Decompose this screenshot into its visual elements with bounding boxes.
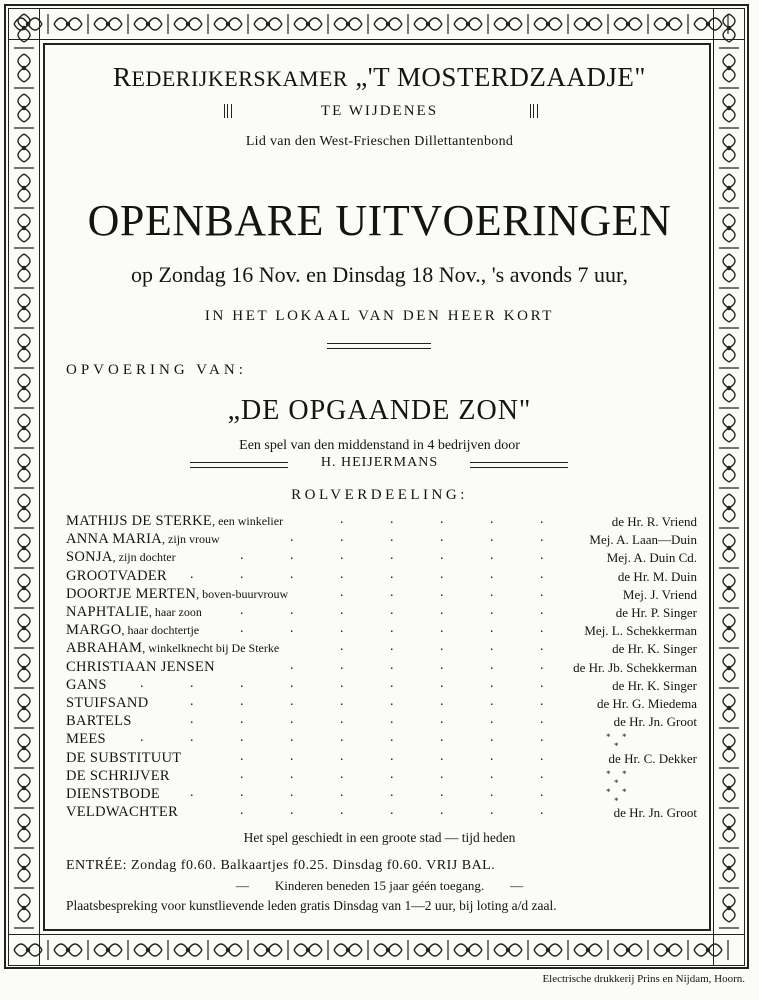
anonymous-stars: * * *	[606, 768, 627, 788]
cast-actor: Mej. L. Schekkerman	[584, 623, 697, 639]
leader-dot: .	[190, 785, 194, 800]
leader-dot: .	[540, 584, 544, 600]
leader-dot: .	[340, 584, 344, 600]
leader-dot: .	[490, 512, 494, 527]
leader-dot: .	[340, 548, 344, 564]
cast-actor: de Hr. Jn. Groot	[613, 805, 697, 821]
leader-dot: .	[190, 730, 194, 746]
leader-dot: .	[240, 712, 244, 728]
leader-dot: .	[540, 675, 544, 691]
leader-dot: .	[490, 603, 494, 618]
leader-dot: .	[290, 730, 294, 746]
play-subtitle: Een spel van den middenstand in 4 bedrijven door	[239, 438, 520, 453]
leader-dot: .	[340, 712, 344, 728]
leader-dot: .	[490, 803, 494, 819]
leader-dot: .	[340, 512, 344, 527]
leader-dot: .	[290, 785, 294, 800]
leader-dot: .	[440, 584, 444, 600]
leader-dot: .	[290, 657, 294, 673]
leader-dot: .	[440, 621, 444, 637]
leader-dot: .	[490, 548, 494, 564]
leader-dot: .	[540, 803, 544, 819]
leader-dot: .	[390, 712, 394, 728]
cast-actor: de Hr. Jn. Groot	[613, 714, 697, 730]
leader-dot: .	[440, 603, 444, 618]
leader-dot: .	[240, 548, 244, 564]
leader-dot: .	[140, 730, 144, 746]
leader-dot: .	[290, 603, 294, 618]
leader-dot: .	[240, 603, 244, 618]
ornamental-border-top	[8, 8, 745, 40]
leader-dot: .	[240, 785, 244, 800]
venue-line: IN HET LOKAAL VAN DEN HEER KORT	[204, 308, 555, 324]
leader-dot: .	[540, 603, 544, 618]
cast-role: MATHIJS DE STERKE, een winkelier	[66, 513, 284, 529]
printer-credit: Electrische drukkerij Prins en Nijdam, Hoorn.	[542, 973, 745, 985]
leader-dot: .	[440, 639, 444, 655]
ornamental-border-bottom	[8, 934, 745, 966]
leader-dot: .	[440, 657, 444, 673]
leader-dot: .	[340, 530, 344, 546]
leader-dot: .	[490, 748, 494, 764]
leader-dot: .	[290, 766, 294, 782]
leader-dot: .	[540, 548, 544, 564]
leader-dot: .	[390, 748, 394, 764]
leader-dot: .	[490, 639, 494, 655]
leader-dot: .	[340, 603, 344, 618]
leader-dot: .	[340, 657, 344, 673]
leader-dot: .	[340, 803, 344, 819]
leader-dot: .	[290, 530, 294, 546]
leader-dot: .	[240, 675, 244, 691]
leader-dot: .	[540, 621, 544, 637]
leader-dot: .	[290, 694, 294, 709]
leader-dot: .	[440, 675, 444, 691]
cast-actor: Mej. A. Laan—Duin	[589, 532, 697, 548]
leader-dot: .	[240, 766, 244, 782]
leader-dot: .	[240, 566, 244, 582]
cast-actor: de Hr. R. Vriend	[611, 514, 697, 529]
leader-dot: .	[340, 621, 344, 637]
leader-dot: .	[390, 530, 394, 546]
cast-actor: Mej. A. Duin Cd.	[606, 550, 697, 566]
leader-dot: .	[390, 639, 394, 655]
leader-dot: .	[340, 748, 344, 764]
leader-dot: .	[140, 675, 144, 691]
author-rule-right	[470, 462, 568, 468]
leader-dot: .	[340, 730, 344, 746]
cast-role: BARTELS	[66, 713, 132, 730]
leader-dot: .	[390, 603, 394, 618]
location-line: TE WIJDENES	[320, 103, 439, 119]
leader-dot: .	[440, 803, 444, 819]
leader-dot: .	[190, 712, 194, 728]
cast-heading: ROLVERDEELING:	[291, 487, 468, 503]
leader-dot: .	[390, 512, 394, 527]
cast-actor: Mej. J. Vriend	[622, 586, 697, 602]
leader-dot: .	[390, 621, 394, 637]
cast-actor: de Hr. G. Miedema	[596, 696, 697, 711]
play-title: „DE OPGAANDE ZON"	[227, 395, 532, 426]
cast-role: GANS	[66, 676, 107, 693]
headline: OPENBARE UITVOERINGEN	[87, 196, 672, 245]
cast-actor: de Hr. K. Singer	[612, 641, 697, 657]
leader-dot: .	[390, 785, 394, 800]
cast-role: MEES	[66, 731, 106, 748]
leader-dot: .	[290, 675, 294, 691]
leader-dot: .	[490, 530, 494, 546]
leader-dot: .	[290, 803, 294, 819]
cast-role: MARGO, haar dochtertje	[66, 622, 200, 639]
leader-dot: .	[240, 621, 244, 637]
dates-line: op Zondag 16 Nov. en Dinsdag 18 Nov., 's avonds 7 uur,	[130, 262, 628, 287]
leader-dot: .	[440, 548, 444, 564]
leader-dot: .	[440, 712, 444, 728]
leader-dot: .	[340, 639, 344, 655]
leader-dot: .	[440, 748, 444, 764]
leader-dot: .	[390, 730, 394, 746]
leader-dot: .	[240, 748, 244, 764]
setting-line: Het spel geschiedt in een groote stad — tijd heden	[243, 830, 516, 845]
cast-role: NAPHTALIE, haar zoon	[66, 604, 202, 620]
leader-dot: .	[390, 675, 394, 691]
leader-dot: .	[390, 657, 394, 673]
leader-dot: .	[290, 712, 294, 728]
leader-dot: .	[490, 675, 494, 691]
leader-dot: .	[540, 730, 544, 746]
leader-dot: .	[290, 748, 294, 764]
society-title: REDERIJKERSKAMER „'T MOSTERDZAADJE"	[113, 62, 646, 92]
leader-dot: .	[540, 657, 544, 673]
anonymous-stars: * * *	[606, 732, 627, 752]
anonymous-stars: * * *	[606, 787, 627, 806]
cast-actor: de Hr. M. Duin	[617, 568, 697, 584]
cast-role: CHRISTIAAN JENSEN	[66, 658, 215, 675]
leader-dot: .	[340, 675, 344, 691]
leader-dot: .	[240, 803, 244, 819]
leader-dot: .	[440, 694, 444, 709]
cast-role: DE SUBSTITUUT	[66, 749, 182, 766]
booking-info: Plaatsbespreking voor kunstlievende leden gratis Dinsdag van 1—2 uur, bij loting a/d zaal.	[66, 898, 557, 913]
leader-dot: .	[340, 694, 344, 709]
cast-actor: de Hr. Jb. Schekkerman	[573, 659, 697, 675]
leader-dot: .	[390, 766, 394, 782]
leader-dot: .	[540, 766, 544, 782]
leader-dot: .	[540, 512, 544, 527]
leader-dot: .	[290, 566, 294, 582]
leader-dot: .	[390, 584, 394, 600]
cast-actor: de Hr. K. Singer	[612, 677, 697, 693]
leader-dot: .	[440, 785, 444, 800]
leader-dot: .	[440, 530, 444, 546]
leader-dot: .	[490, 584, 494, 600]
cast-role: STUIFSAND	[66, 695, 149, 711]
cast-role: VELDWACHTER	[66, 804, 179, 821]
cast-role: GROOTVADER	[66, 567, 168, 584]
leader-dot: .	[340, 766, 344, 782]
leader-dot: .	[390, 803, 394, 819]
admission-prices: ENTRÉE: Zondag f0.60. Balkaartjes f0.25. Dinsdag f0.60. VRIJ BAL.	[66, 858, 496, 873]
leader-dot: .	[490, 730, 494, 746]
leader-dot: .	[540, 748, 544, 764]
leader-dot: .	[340, 785, 344, 800]
performance-intro: OPVOERING VAN:	[66, 362, 247, 378]
leader-dot: .	[540, 566, 544, 582]
membership-line: Lid van den West-Frieschen Dillettantenbond	[245, 134, 514, 149]
leader-dot: .	[340, 566, 344, 582]
leader-dot: .	[240, 730, 244, 746]
age-restriction: — Kinderen beneden 15 jaar géén toegang. —	[235, 878, 524, 893]
leader-dot: .	[240, 694, 244, 709]
cast-role: ABRAHAM, winkelknecht bij De Sterke	[66, 640, 280, 657]
cast-actor: de Hr. C. Dekker	[608, 750, 697, 766]
leader-dot: .	[540, 694, 544, 709]
cast-actor: de Hr. P. Singer	[615, 605, 697, 620]
leader-dot: .	[490, 712, 494, 728]
leader-dot: .	[490, 621, 494, 637]
leader-dot: .	[290, 621, 294, 637]
leader-dot: .	[490, 785, 494, 800]
leader-dot: .	[490, 566, 494, 582]
cast-role: DIENSTBODE	[66, 786, 161, 802]
leader-dot: .	[390, 566, 394, 582]
leader-dot: .	[190, 694, 194, 709]
leader-dot: .	[440, 730, 444, 746]
cast-role: DOORTJE MERTEN, boven-buurvrouw	[66, 585, 289, 602]
leader-dot: .	[490, 657, 494, 673]
leader-dot: .	[440, 566, 444, 582]
leader-dot: .	[190, 675, 194, 691]
play-author: H. HEIJERMANS	[320, 455, 439, 470]
leader-dot: .	[440, 512, 444, 527]
divider-double-rule	[327, 343, 431, 349]
leader-dot: .	[540, 712, 544, 728]
leader-dot: .	[390, 548, 394, 564]
leader-dot: .	[390, 694, 394, 709]
leader-dot: .	[540, 785, 544, 800]
leader-dot: .	[540, 530, 544, 546]
leader-dot: .	[490, 694, 494, 709]
leader-dot: .	[190, 566, 194, 582]
cast-role: SONJA, zijn dochter	[66, 549, 176, 566]
leader-dot: .	[440, 766, 444, 782]
leader-dot: .	[290, 548, 294, 564]
cast-role: ANNA MARIA, zijn vrouw	[66, 531, 220, 548]
leader-dot: .	[540, 639, 544, 655]
cast-role: DE SCHRIJVER	[66, 767, 170, 784]
leader-dot: .	[490, 766, 494, 782]
